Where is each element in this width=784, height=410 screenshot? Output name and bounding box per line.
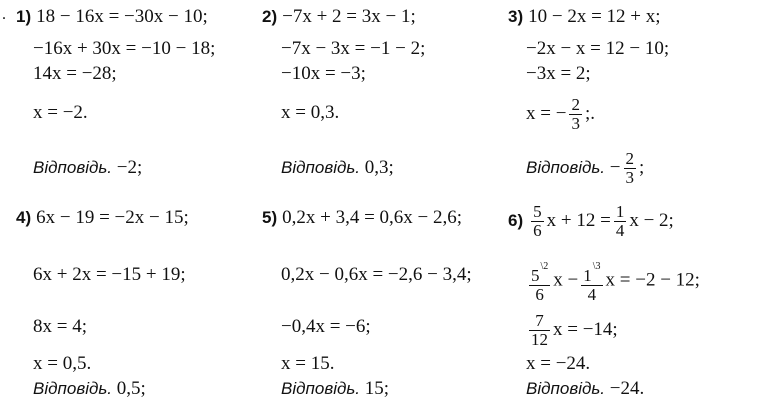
answer-label: Відповідь. [526, 157, 606, 177]
denominator: 4 [587, 285, 597, 304]
problem-5-equation-line [262, 207, 462, 229]
fraction [531, 203, 544, 240]
solution-result: x = −2. [33, 102, 88, 123]
answer-value: −2; [116, 157, 143, 178]
answer-sign: − [609, 156, 621, 178]
solution-step: 6x + 2x = −15 + 19; [33, 264, 186, 285]
equation: −7x + 2 = 3x − 1; [282, 6, 416, 27]
solution-step: −3x = 2; [526, 63, 591, 84]
equation-tail: x − 2; [629, 209, 674, 231]
problem-4-equation-line [16, 207, 189, 229]
denominator: 12 [531, 330, 548, 349]
denominator: 6 [533, 221, 542, 240]
numerator [529, 258, 550, 286]
fraction [581, 258, 602, 304]
problem-number: 6) [508, 210, 524, 230]
multiplier-mark: \3 [592, 261, 601, 272]
problem-number: 2) [262, 7, 278, 26]
problem-3-equation-line [508, 6, 661, 28]
answer-value: 15; [364, 378, 390, 399]
problem-1-equation-line [16, 6, 208, 28]
problem-6-equation-line [508, 203, 674, 240]
solution-result: x = 15. [281, 353, 335, 374]
step-tail: x = −2 − 12; [605, 269, 700, 291]
answer-line [33, 157, 142, 179]
answer-value: −24. [609, 378, 645, 399]
answer-label: Відповідь. [281, 158, 361, 177]
step-tail: x = −14; [553, 318, 618, 340]
solution-step: 0,2x − 0,6x = −2,6 − 3,4; [281, 264, 472, 285]
numerator: 7 [529, 312, 550, 331]
answer-value: 0,5; [116, 378, 146, 399]
numerator-value: 5 [531, 266, 540, 285]
answer-label: Відповідь. [526, 379, 606, 398]
numerator: 1 [615, 202, 625, 221]
solution-step: 8x = 4; [33, 316, 87, 337]
margin-mark: . [2, 6, 6, 23]
solution-step: −7x − 3x = −1 − 2; [281, 38, 426, 59]
problem-2-equation-line [262, 6, 416, 28]
fraction [529, 312, 550, 349]
solution-step: −2x − x = 12 − 10; [526, 38, 670, 59]
fraction [614, 203, 627, 240]
answer-label: Відповідь. [281, 379, 361, 398]
answer-line [33, 378, 146, 400]
solution-step [526, 312, 618, 349]
problem-number: 4) [16, 208, 32, 227]
equation-middle: x + 12 = [546, 209, 611, 231]
equation: 0,2x + 3,4 = 0,6x − 2,6; [282, 207, 463, 228]
denominator: 4 [615, 221, 625, 240]
numerator: 2 [571, 95, 580, 114]
solution-result [526, 96, 595, 133]
answer-fraction [624, 150, 637, 187]
denominator: 3 [625, 168, 635, 187]
solution-step: 14x = −28; [33, 63, 117, 84]
solution-result: x = 0,3. [281, 102, 340, 123]
result-prefix: x = − [526, 102, 567, 124]
fraction [569, 96, 582, 133]
multiplier-mark: \2 [540, 261, 549, 272]
problem-number: 5) [262, 208, 278, 227]
solution-step [526, 258, 700, 304]
answer-label: Відповідь. [33, 379, 113, 398]
solution-step: −10x = −3; [281, 63, 366, 84]
answer-line [526, 150, 644, 187]
step-middle: x − [553, 269, 579, 291]
solution-step: −16x + 30x = −10 − 18; [33, 38, 216, 59]
equation: 10 − 2x = 12 + x; [528, 6, 661, 27]
answer-suffix: ; [639, 156, 645, 178]
result-suffix: ;. [584, 102, 595, 124]
problem-number: 1) [16, 7, 32, 26]
denominator: 3 [571, 114, 580, 133]
equation: 18 − 16x = −30x − 10; [36, 6, 208, 27]
numerator: 2 [625, 149, 635, 168]
solution-result: x = −24. [526, 353, 591, 374]
numerator: 5 [533, 202, 542, 221]
answer-line [281, 378, 389, 400]
numerator [581, 258, 602, 286]
equation: 6x − 19 = −2x − 15; [36, 207, 189, 228]
answer-value: 0,3; [364, 157, 394, 178]
problem-number: 3) [508, 7, 524, 26]
answer-label: Відповідь. [33, 158, 113, 177]
denominator: 6 [535, 285, 544, 304]
answer-line [526, 378, 644, 400]
numerator-value: 1 [583, 266, 592, 285]
solution-result: x = 0,5. [33, 353, 92, 374]
answer-line [281, 157, 394, 179]
fraction [529, 258, 550, 304]
solution-step: −0,4x = −6; [281, 316, 371, 337]
